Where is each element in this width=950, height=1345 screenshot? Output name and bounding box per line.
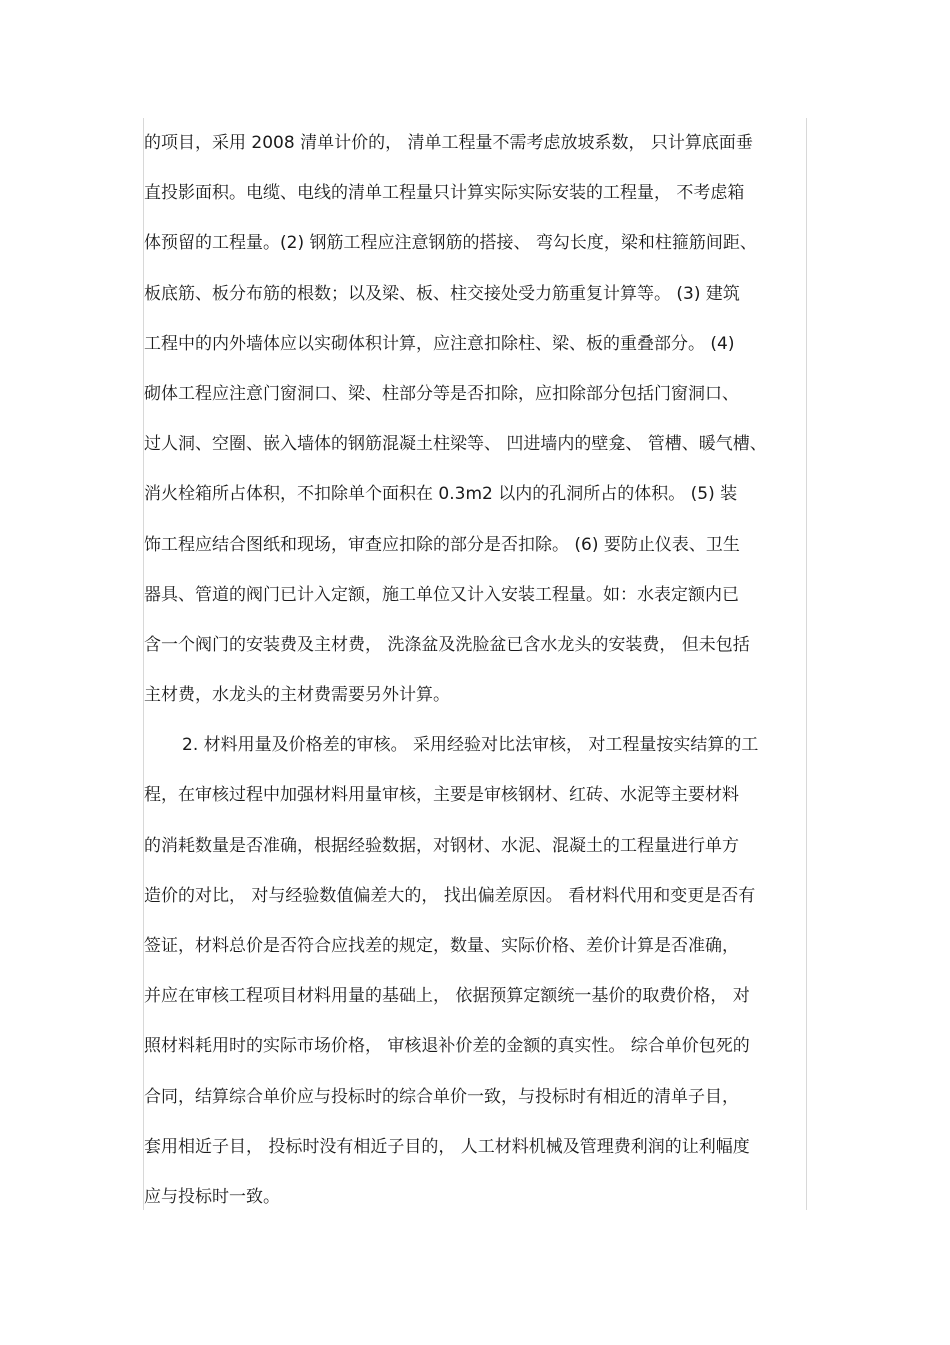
- text-line: 体预留的工程量。(2) 钢筋工程应注意钢筋的搭接、 弯勾长度，梁和柱箍筋间距、: [144, 233, 757, 254]
- text-line: 主材费，水龙头的主材费需要另外计算。: [144, 685, 450, 706]
- text-line: 消火栓箱所占体积，不扣除单个面积在 0.3m2 以内的孔洞所占的体积。 (5) 装: [144, 484, 738, 505]
- text-line: 过人洞、空圈、嵌入墙体的钢筋混凝土柱梁等、 凹进墙内的壁龛、 管槽、暖气槽、: [144, 434, 767, 455]
- text-line: 的项目，采用 2008 清单计价的， 清单工程量不需考虑放坡系数， 只计算底面垂: [144, 133, 753, 153]
- text-line: 并应在审核工程项目材料用量的基础上， 依据预算定额统一基价的取费价格， 对: [144, 986, 750, 1007]
- text-line: 含一个阀门的安装费及主材费， 洗涤盆及洗脸盆已含水龙头的安装费， 但未包括: [144, 634, 750, 655]
- text-line: 饰工程应结合图纸和现场，审查应扣除的部分是否扣除。 (6) 要防止仪表、卫生: [144, 534, 740, 555]
- text-line: 器具、管道的阀门已计入定额，施工单位又计入安装工程量。如：水表定额内已: [144, 584, 739, 605]
- text-line: 程，在审核过程中加强材料用量审核，主要是审核钢材、红砖、水泥等主要材料: [144, 785, 739, 806]
- paragraph-heading-line: 2. 材料用量及价格差的审核。 采用经验对比法审核， 对工程量按实结算的工: [182, 735, 759, 756]
- text-line: 的消耗数量是否准确，根据经验数据，对钢材、水泥、混凝土的工程量进行单方: [144, 835, 739, 856]
- text-line: 套用相近子目， 投标时没有相近子目的， 人工材料机械及管理费利润的让利幅度: [144, 1136, 750, 1157]
- text-line: 直投影面积。电缆、电线的清单工程量只计算实际实际安装的工程量， 不考虑箱: [144, 183, 745, 204]
- text-line: 造价的对比， 对与经验数值偏差大的， 找出偏差原因。 看材料代用和变更是否有: [144, 885, 756, 906]
- text-line: 合同，结算综合单价应与投标时的综合单价一致，与投标时有相近的清单子目，: [144, 1086, 739, 1107]
- text-line: 签证，材料总价是否符合应找差的规定，数量、实际价格、差价计算是否准确，: [144, 936, 739, 956]
- text-line: 照材料耗用时的实际市场价格， 审核退补价差的金额的真实性。 综合单价包死的: [144, 1036, 750, 1057]
- text-line: 应与投标时一致。: [144, 1186, 280, 1207]
- text-line: 工程中的内外墙体应以实砌体积计算，应注意扣除柱、梁、板的重叠部分。 (4): [144, 333, 735, 354]
- text-line: 板底筋、板分布筋的根数；以及梁、板、柱交接处受力筋重复计算等。 (3) 建筑: [144, 283, 740, 304]
- text-line: 砌体工程应注意门窗洞口、梁、柱部分等是否扣除，应扣除部分包括门窗洞口、: [144, 383, 739, 404]
- document-body: [144, 118, 804, 1222]
